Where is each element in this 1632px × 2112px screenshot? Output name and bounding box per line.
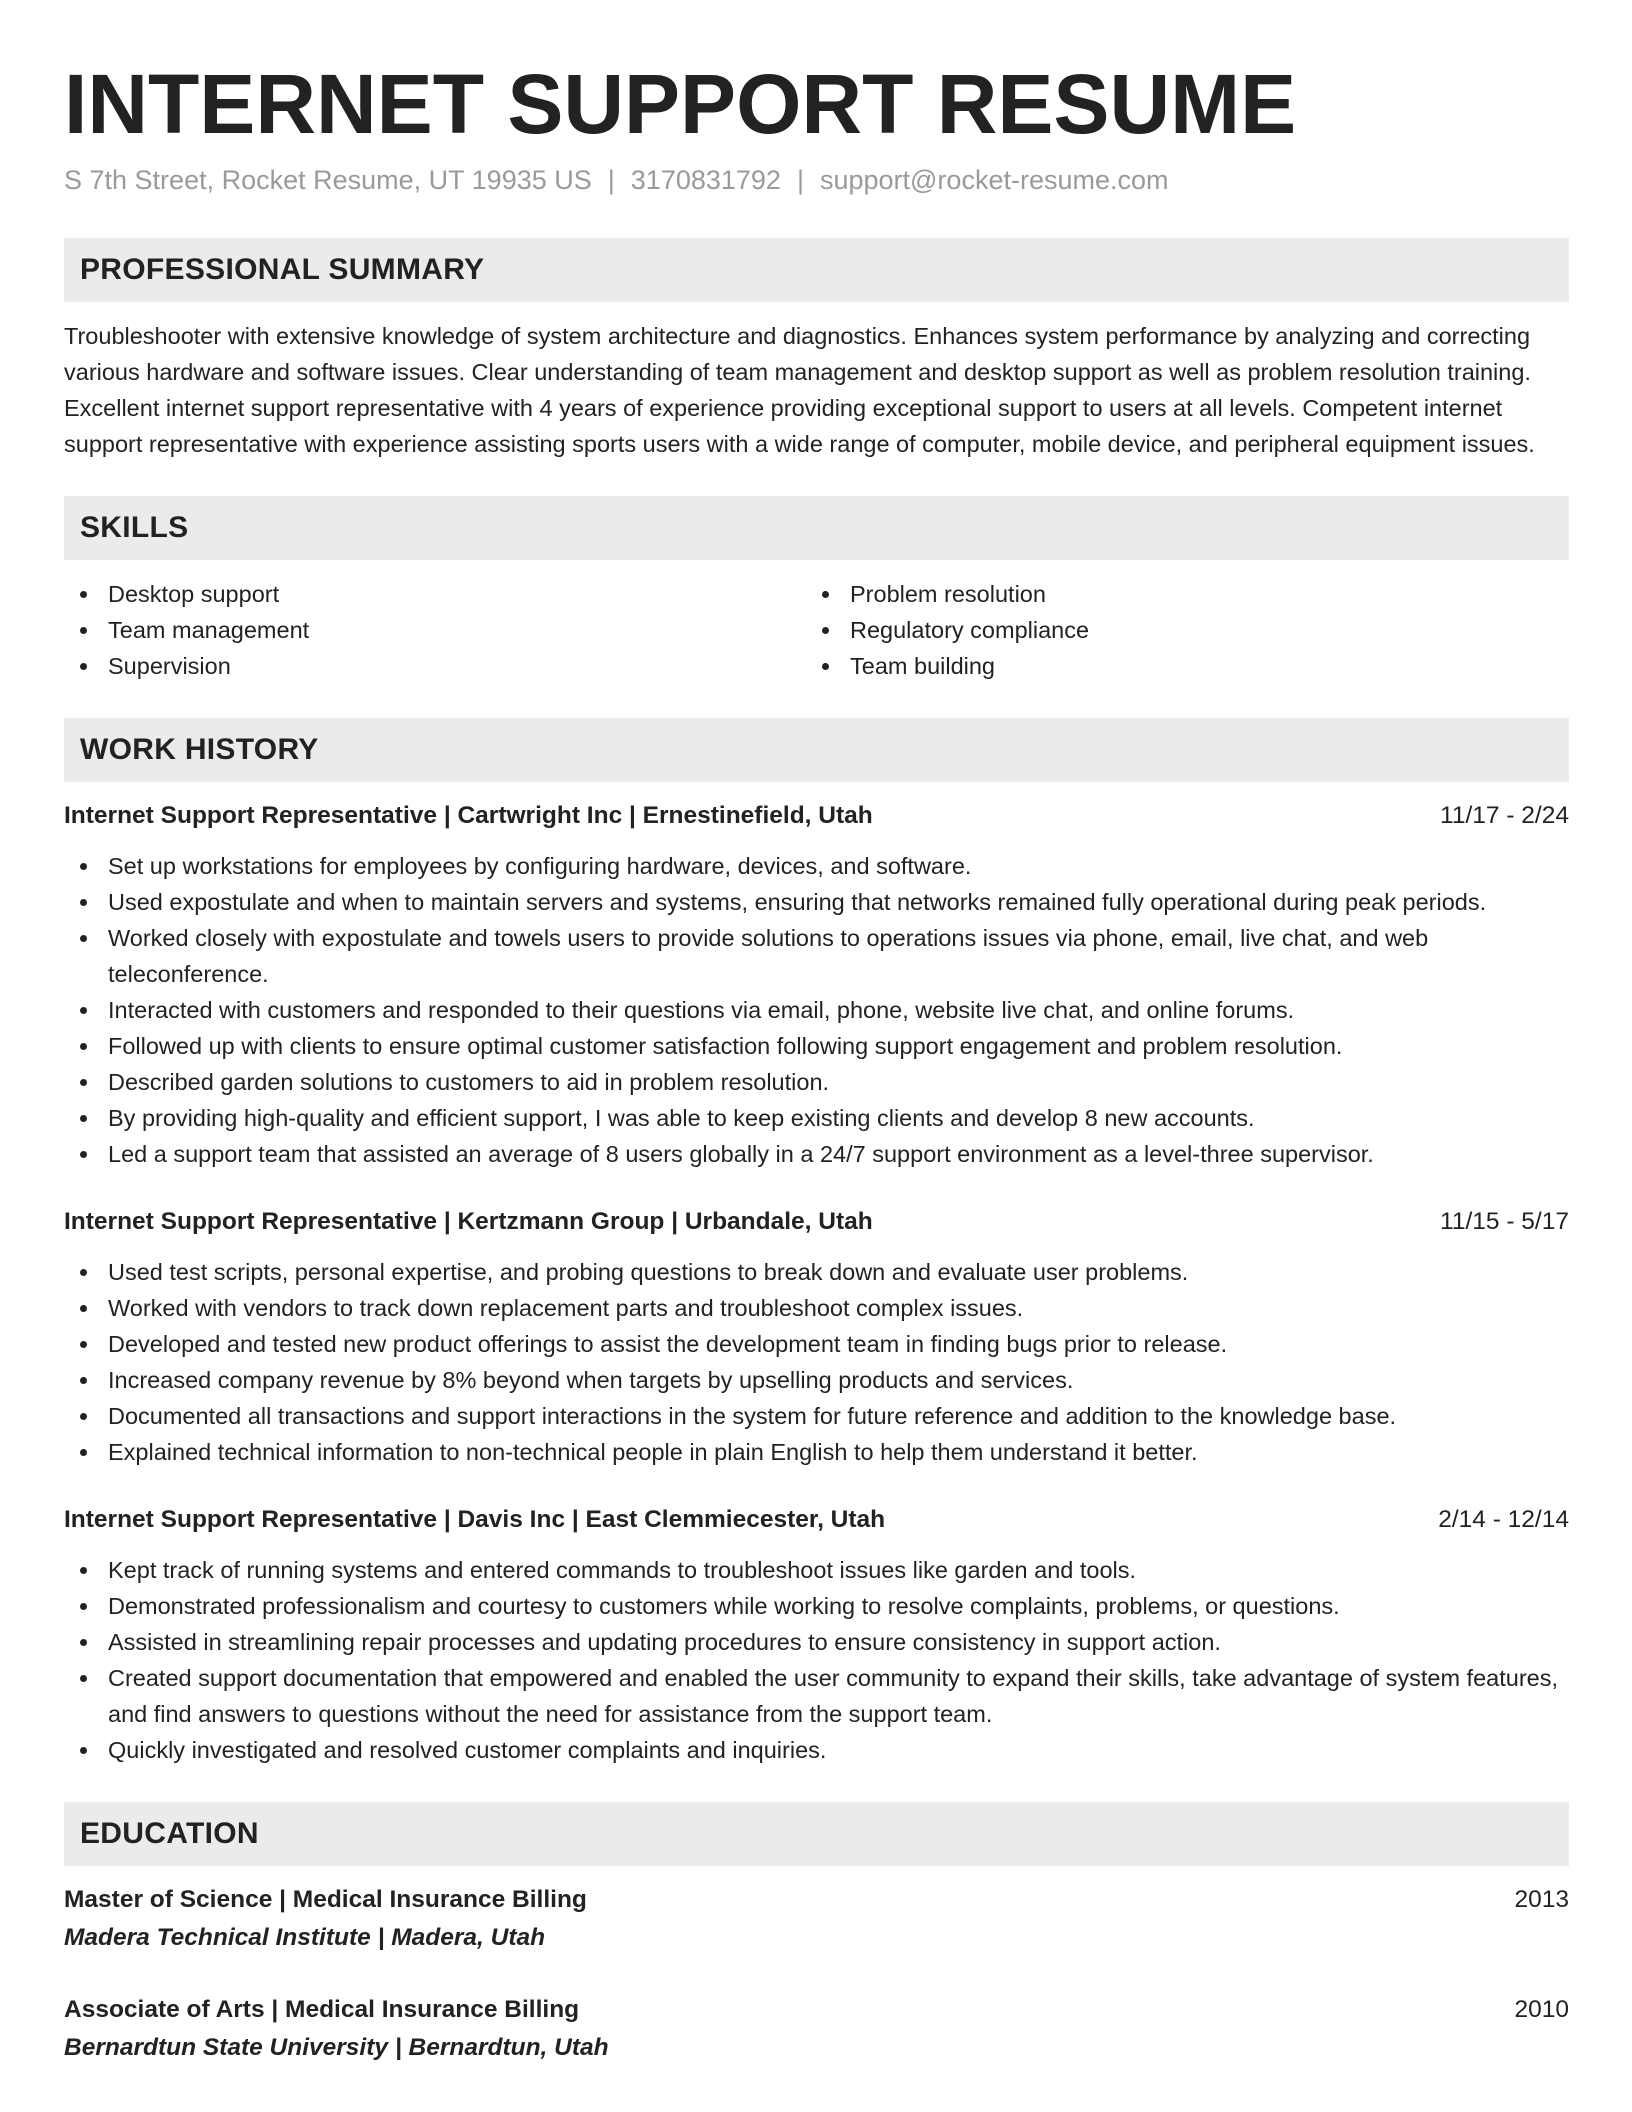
job-title: Internet Support Representative | Kertzmann Group | Urbandale, Utah: [64, 1208, 873, 1235]
education-year: 2010: [1514, 1996, 1569, 2023]
education-entry: [64, 1992, 1569, 2066]
job-bullet: Worked with vendors to track down replacement parts and troubleshoot complex issues.: [64, 1290, 1569, 1326]
education-entry: [64, 1882, 1569, 1956]
job-bullets: [64, 1552, 1569, 1768]
job-bullets: [64, 1254, 1569, 1470]
job-bullet: Quickly investigated and resolved customer complaints and inquiries.: [64, 1732, 1569, 1768]
job-bullet: Followed up with clients to ensure optimal customer satisfaction following support engagement and problem resolution.: [64, 1028, 1569, 1064]
education-header: [64, 1992, 1569, 2028]
job-bullet: Set up workstations for employees by configuring hardware, devices, and software.: [64, 848, 1569, 884]
skill-item: Supervision: [64, 648, 806, 684]
job-bullet: Led a support team that assisted an average of 8 users globally in a 24/7 support environment as a level-three supervisor.: [64, 1136, 1569, 1172]
job-dates: 11/17 - 2/24: [1440, 802, 1569, 829]
contact-email[interactable]: support@rocket-resume.com: [819, 165, 1169, 195]
skills-column-left: [64, 576, 806, 684]
job-bullet: Demonstrated professionalism and courtesy to customers while working to resolve complaints, problems, or questions.: [64, 1588, 1569, 1624]
education-year: 2013: [1514, 1886, 1569, 1913]
job-title: Internet Support Representative | Davis Inc | East Clemmiecester, Utah: [64, 1506, 886, 1533]
job-bullet: By providing high-quality and efficient support, I was able to keep existing clients and develop 8 new accounts.: [64, 1100, 1569, 1136]
section-heading-summary: PROFESSIONAL SUMMARY: [64, 238, 1569, 302]
job-bullet: Increased company revenue by 8% beyond when targets by upselling products and services.: [64, 1362, 1569, 1398]
contact-separator: |: [607, 165, 615, 195]
section-heading-education: EDUCATION: [64, 1802, 1569, 1866]
contact-phone: 3170831792: [630, 165, 781, 195]
job-bullet: Developed and tested new product offerings to assist the development team in finding bugs prior to release.: [64, 1326, 1569, 1362]
job-header: [64, 1502, 1569, 1538]
education-header: [64, 1882, 1569, 1918]
job-dates: 11/15 - 5/17: [1440, 1208, 1569, 1235]
job-bullet: Assisted in streamlining repair processes and updating procedures to ensure consistency in support action.: [64, 1624, 1569, 1660]
job-header: [64, 798, 1569, 834]
skills-column-right: [806, 576, 1548, 684]
contact-address: S 7th Street, Rocket Resume, UT 19935 US: [64, 165, 592, 195]
job-bullet: Kept track of running systems and entered commands to troubleshoot issues like garden and tools.: [64, 1552, 1569, 1588]
resume-title: INTERNET SUPPORT RESUME: [64, 57, 1297, 151]
education-degree: Associate of Arts | Medical Insurance Billing: [64, 1996, 580, 2023]
job-title: Internet Support Representative | Cartwright Inc | Ernestinefield, Utah: [64, 802, 873, 829]
education-school: Bernardtun State University | Bernardtun, Utah: [64, 2034, 609, 2061]
job-dates: 2/14 - 12/14: [1438, 1506, 1569, 1533]
education-degree: Master of Science | Medical Insurance Billing: [64, 1886, 587, 1913]
skill-item: Team management: [64, 612, 806, 648]
job-bullet: Documented all transactions and support interactions in the system for future reference and addition to the knowledge base.: [64, 1398, 1569, 1434]
job-entry: [64, 798, 1569, 1172]
skill-item: Regulatory compliance: [806, 612, 1548, 648]
section-heading-skills: SKILLS: [64, 496, 1569, 560]
section-heading-work-history: WORK HISTORY: [64, 718, 1569, 782]
summary-paragraph: Troubleshooter with extensive knowledge of system architecture and diagnostics. Enhances system performance by analyzing and correcting various hardware and software issues. Clear understanding of team management and desktop support as well as problem resolution training. Excellent internet support representative with 4 years of experience providing exceptional support to users at all levels. Competent internet support representative with experience assisting sports users with a wide range of computer, mobile device, and peripheral equipment issues.: [64, 323, 1535, 457]
job-entry: [64, 1502, 1569, 1768]
contact-line: [64, 162, 1569, 198]
education-school: Madera Technical Institute | Madera, Utah: [64, 1924, 546, 1951]
contact-separator: |: [796, 165, 804, 195]
skill-item: Team building: [806, 648, 1548, 684]
job-entry: [64, 1204, 1569, 1470]
job-bullet: Described garden solutions to customers to aid in problem resolution.: [64, 1064, 1569, 1100]
job-bullets: [64, 848, 1569, 1172]
job-bullet: Used test scripts, personal expertise, and probing questions to break down and evaluate user problems.: [64, 1254, 1569, 1290]
job-bullet: Worked closely with expostulate and towels users to provide solutions to operations issues via phone, email, live chat, and web teleconference.: [64, 920, 1569, 992]
job-bullet: Used expostulate and when to maintain servers and systems, ensuring that networks remained fully operational during peak periods.: [64, 884, 1569, 920]
skill-item: Desktop support: [64, 576, 806, 612]
job-header: [64, 1204, 1569, 1240]
job-bullet: Explained technical information to non-technical people in plain English to help them understand it better.: [64, 1434, 1569, 1470]
skills-list: [64, 576, 1569, 684]
resume-page: [64, 56, 1569, 2066]
job-bullet: Created support documentation that empowered and enabled the user community to expand their skills, take advantage of system features, and find answers to questions without the need for assistance from the support team.: [64, 1660, 1569, 1732]
skill-item: Problem resolution: [806, 576, 1548, 612]
job-bullet: Interacted with customers and responded to their questions via email, phone, website live chat, and online forums.: [64, 992, 1569, 1028]
